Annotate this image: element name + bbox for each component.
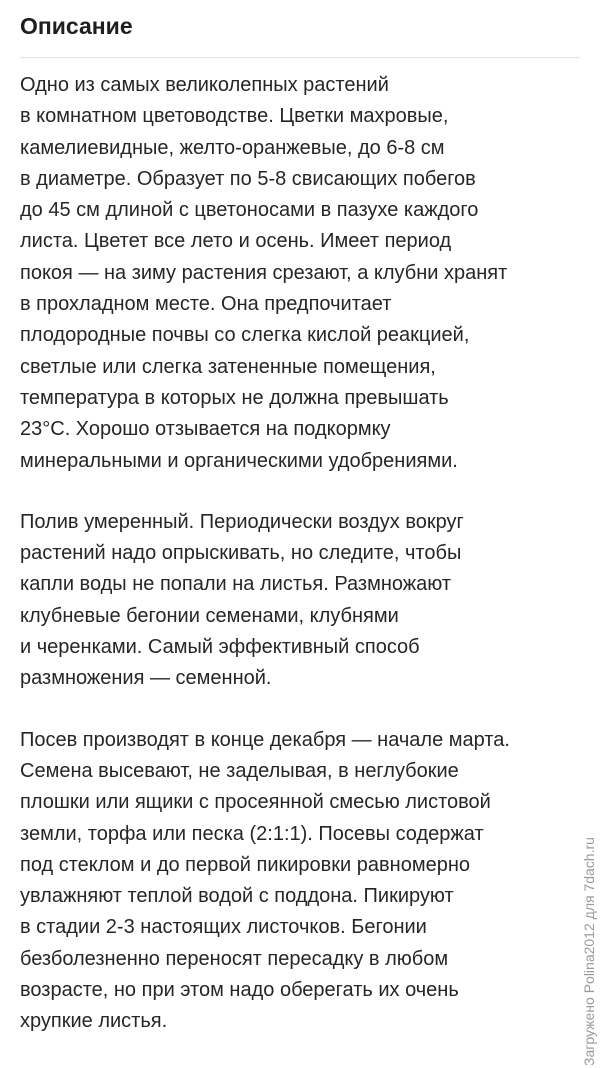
text-line: светлые или слегка затененные помещения, bbox=[20, 355, 436, 378]
text-line: Семена высевают, не заделывая, в неглубокие bbox=[20, 759, 459, 782]
text-line: размножения — семенной. bbox=[20, 667, 272, 690]
text-line: растений надо опрыскивать, но следите, чтобы bbox=[20, 542, 462, 565]
section-header bbox=[0, 0, 600, 56]
text-line: в прохладном месте. Она предпочитает bbox=[20, 293, 392, 316]
text-line: Полив умеренный. Периодически воздух вокруг bbox=[20, 510, 464, 533]
text-line: минеральными и органическими удобрениями. bbox=[20, 449, 458, 472]
text-line: в стадии 2-3 настоящих листочков. Бегонии bbox=[20, 916, 427, 939]
text-line: возрасте, но при этом надо оберегать их очень bbox=[20, 979, 459, 1002]
header-divider bbox=[20, 57, 580, 58]
text-line: в диаметре. Образует по 5-8 свисающих побегов bbox=[20, 167, 476, 190]
text-line: плодородные почвы со слегка кислой реакцией, bbox=[20, 324, 470, 347]
text-line: клубневые бегонии семенами, клубнями bbox=[20, 604, 399, 627]
article-body bbox=[20, 70, 580, 1068]
text-line: в комнатном цветоводстве. Цветки махровые, bbox=[20, 105, 449, 128]
text-line: до 45 см длиной с цветоносами в пазухе каждого bbox=[20, 199, 479, 222]
paragraph-description bbox=[20, 70, 580, 477]
text-line: плошки или ящики с просеянной смесью листовой bbox=[20, 791, 491, 814]
text-line: Посев производят в конце декабря — начале марта. bbox=[20, 728, 510, 751]
text-line: земли, торфа или песка (2:1:1). Посевы содержат bbox=[20, 822, 484, 845]
section-title: Описание bbox=[20, 13, 133, 39]
text-line: Одно из самых великолепных растений bbox=[20, 74, 389, 96]
text-line: хрупкие листья. bbox=[20, 1010, 168, 1033]
text-line: 23°С. Хорошо отзывается на подкормку bbox=[20, 418, 391, 441]
text-line: под стеклом и до первой пикировки равномерно bbox=[20, 853, 470, 876]
paragraph-watering bbox=[20, 507, 580, 695]
text-line: температура в которых не должна превышать bbox=[20, 386, 449, 409]
text-line: капли воды не попали на листья. Размножают bbox=[20, 573, 452, 596]
text-line: увлажняют теплой водой с поддона. Пикируют bbox=[20, 885, 454, 908]
text-line: камелиевидные, желто-оранжевые, до 6-8 см bbox=[20, 136, 445, 159]
text-line: листа. Цветет все лето и осень. Имеет период bbox=[20, 230, 452, 253]
text-line: покоя — на зиму растения срезают, а клубни хранят bbox=[20, 261, 508, 284]
text-line: безболезненно переносят пересадку в любом bbox=[20, 947, 449, 970]
text-line: и черенками. Самый эффективный способ bbox=[20, 636, 420, 659]
upload-watermark: Загружено Polina2012 для 7dach.ru bbox=[581, 837, 597, 1066]
paragraph-sowing bbox=[20, 725, 580, 1038]
